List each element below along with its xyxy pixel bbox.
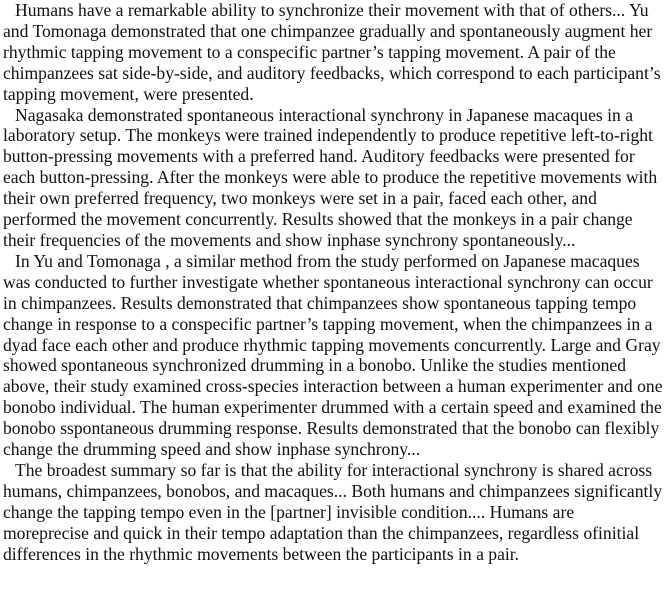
paragraph-1: Humans have a remarkable ability to synchronize their movement with that of others... Yu and Tomonaga demonstrated that one chimpanzee gradually and spontaneously augment her rhythmic tapping movement to a conspecific partner’s tapping movement. A pair of the chimpanzees sat side-by-side, and auditory feedbacks, which correspond to each participant’s tapping movement, were presented. [3, 0, 661, 104]
paragraph-4: The broadest summary so far is that the ability for interactional synchrony is shared across humans, chimpanzees, bonobos, and macaques... Both humans and chimpanzees significantly change the tapping tempo even in the [partner] invisible condition.... Humans are moreprecise and quick in their tempo adaptation than the chimpanzees, regardless ofinitial differences in the rhythmic movements between the participants in a pair. [3, 459, 663, 564]
paragraph-3: In Yu and Tomonaga , a similar method from the study performed on Japanese macaques was conducted to further investigate whether spontaneous interactional synchrony can occur in chimpanzees. Results demonstrated that chimpanzees show spontaneous tapping tempo change in response to a conspecific partner’s tapping movement, when the chimpanzees in a dyad face each other and produce rhythmic tapping movements concurrently. Large and Gray showed spontaneous synchronized drumming in a bonobo. Unlike the studies mentioned above, their study examined cross-species interaction between a human experimenter and one bonobo individual. The human experimenter drummed with a certain speed and examined the bonobo sspontaneous drumming response. Results demonstrated that the bonobo can flexibly change the drumming speed and show inphase synchrony... [3, 250, 663, 460]
paragraph-2: Nagasaka demonstrated spontaneous interactional synchrony in Japanese macaques in a laboratory setup. The monkeys were trained independently to produce repetitive left-to-right button-pressing movements with a preferred hand. Auditory feedbacks were presented for each button-pressing. After the monkeys were able to produce the repetitive movements with their own preferred frequency, two monkeys were set in a pair, faced each other, and performed the movement concurrently. Results showed that the monkeys in a pair change their frequencies of the movements and show inphase synchrony spontaneously... [3, 104, 658, 250]
